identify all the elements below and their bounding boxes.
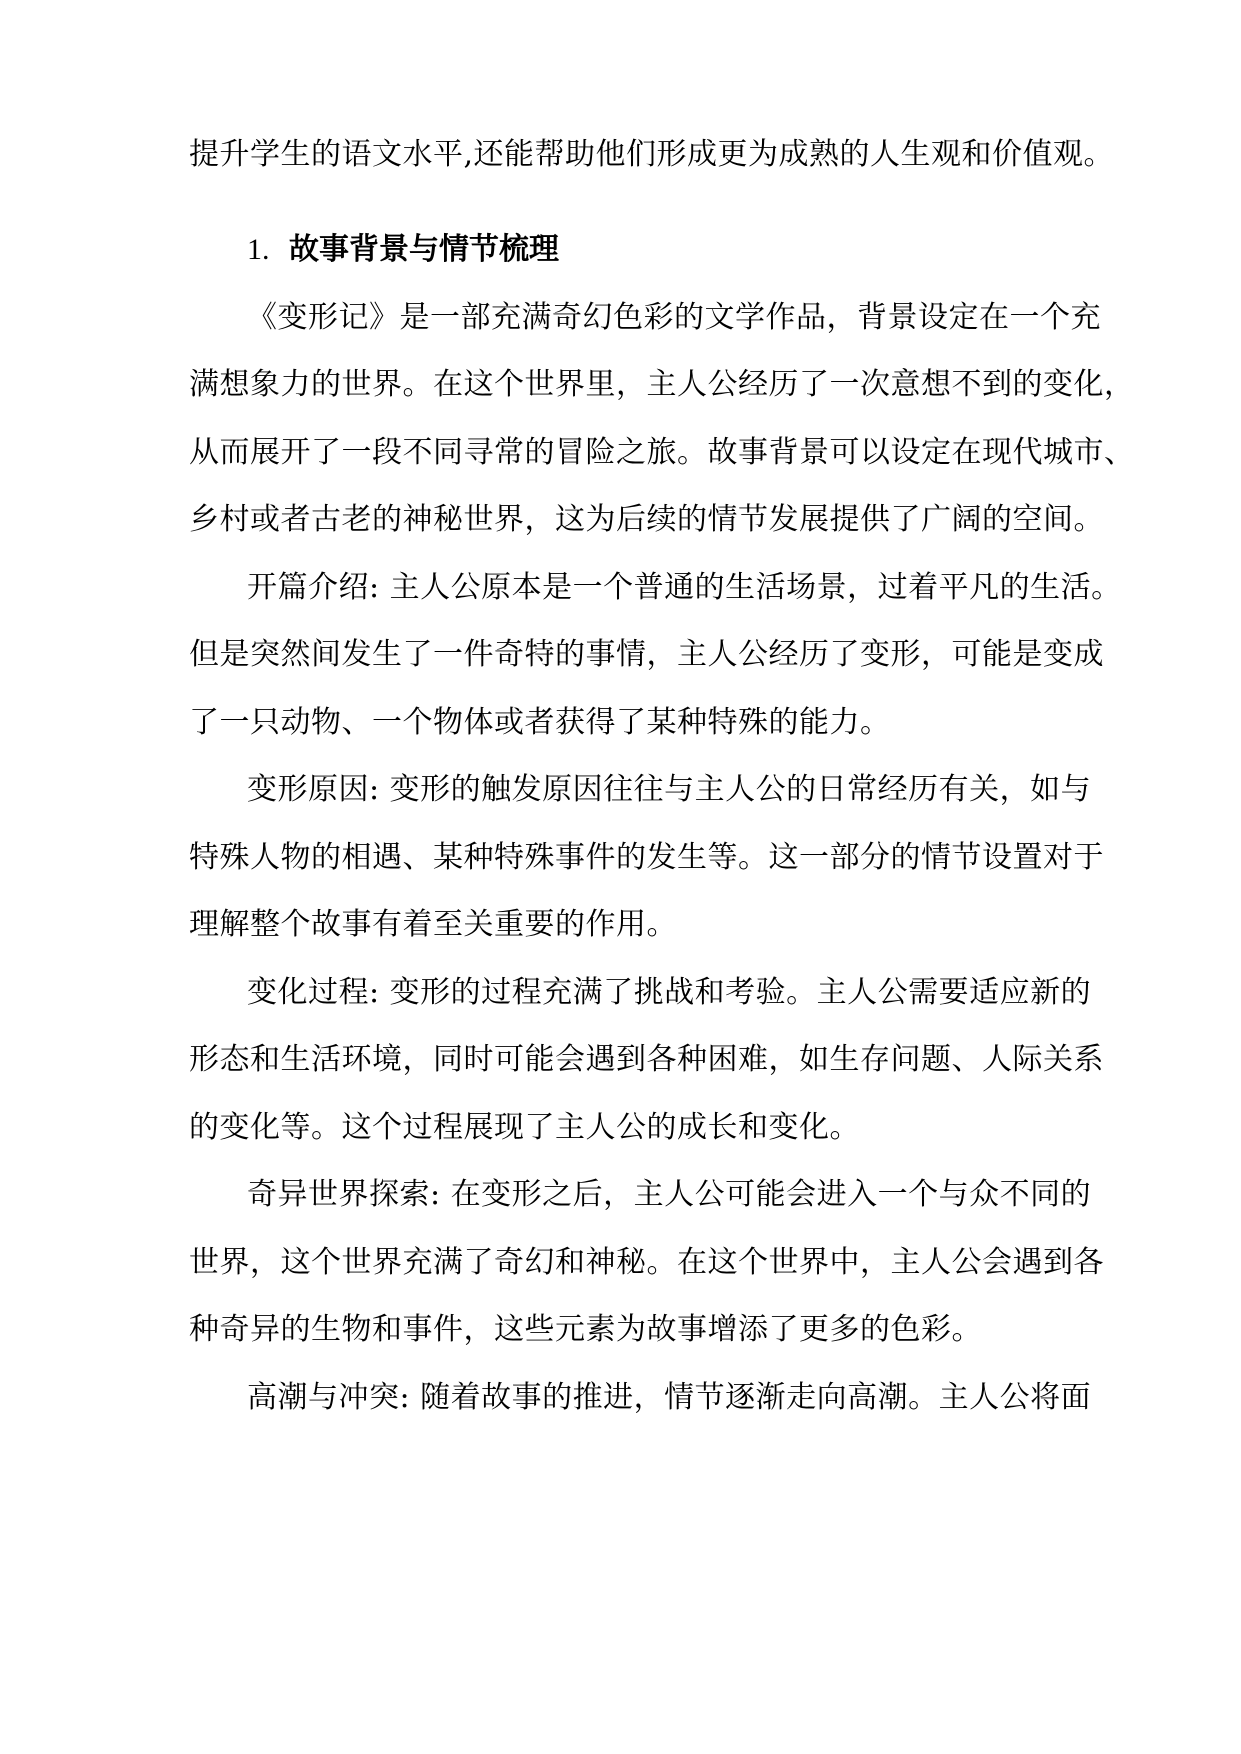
paragraph-line: 变化过程: 变形的过程充满了挑战和考验。主人公需要适应新的 xyxy=(247,975,1092,1010)
paragraph-line: 满想象力的世界。在这个世界里，主人公经历了一次意想不到的变化， xyxy=(189,367,1135,402)
section-heading xyxy=(247,230,559,270)
paragraph-line: 变形原因: 变形的触发原因往往与主人公的日常经历有关，如与 xyxy=(247,772,1092,807)
paragraph-line: 了一只动物、一个物体或者获得了某种特殊的能力。 xyxy=(189,705,891,740)
paragraph-line: 特殊人物的相遇、某种特殊事件的发生等。这一部分的情节设置对于 xyxy=(189,840,1104,875)
paragraph-line: 但是突然间发生了一件奇特的事情，主人公经历了变形，可能是变成 xyxy=(189,637,1104,672)
paragraph-line: 世界，这个世界充满了奇幻和神秘。在这个世界中，主人公会遇到各 xyxy=(189,1245,1104,1280)
carryover-line: 提升学生的语文水平,还能帮助他们形成更为成熟的人生观和价值观。 xyxy=(189,137,1115,172)
paragraph-line: 理解整个故事有着至关重要的作用。 xyxy=(189,907,677,942)
paragraph-line: 乡村或者古老的神秘世界，这为后续的情节发展提供了广阔的空间。 xyxy=(189,502,1104,537)
paragraph-line: 种奇异的生物和事件，这些元素为故事增添了更多的色彩。 xyxy=(189,1312,982,1347)
section-title: 故事背景与情节梳理 xyxy=(289,232,559,267)
paragraph-line: 开篇介绍: 主人公原本是一个普通的生活场景，过着平凡的生活。 xyxy=(247,570,1122,605)
paragraph-line: 《变形记》是一部充满奇幻色彩的文学作品，背景设定在一个充 xyxy=(247,300,1101,335)
paragraph-line: 形态和生活环境，同时可能会遇到各种困难，如生存问题、人际关系 xyxy=(189,1042,1104,1077)
paragraph-line: 高潮与冲突: 随着故事的推进，情节逐渐走向高潮。主人公将面 xyxy=(247,1380,1092,1415)
paragraph-line: 奇异世界探索: 在变形之后，主人公可能会进入一个与众不同的 xyxy=(247,1177,1092,1212)
paragraph-line: 从而展开了一段不同寻常的冒险之旅。故事背景可以设定在现代城市、 xyxy=(189,435,1135,470)
paragraph-line: 的变化等。这个过程展现了主人公的成长和变化。 xyxy=(189,1110,860,1145)
section-number: 1. xyxy=(247,233,270,266)
